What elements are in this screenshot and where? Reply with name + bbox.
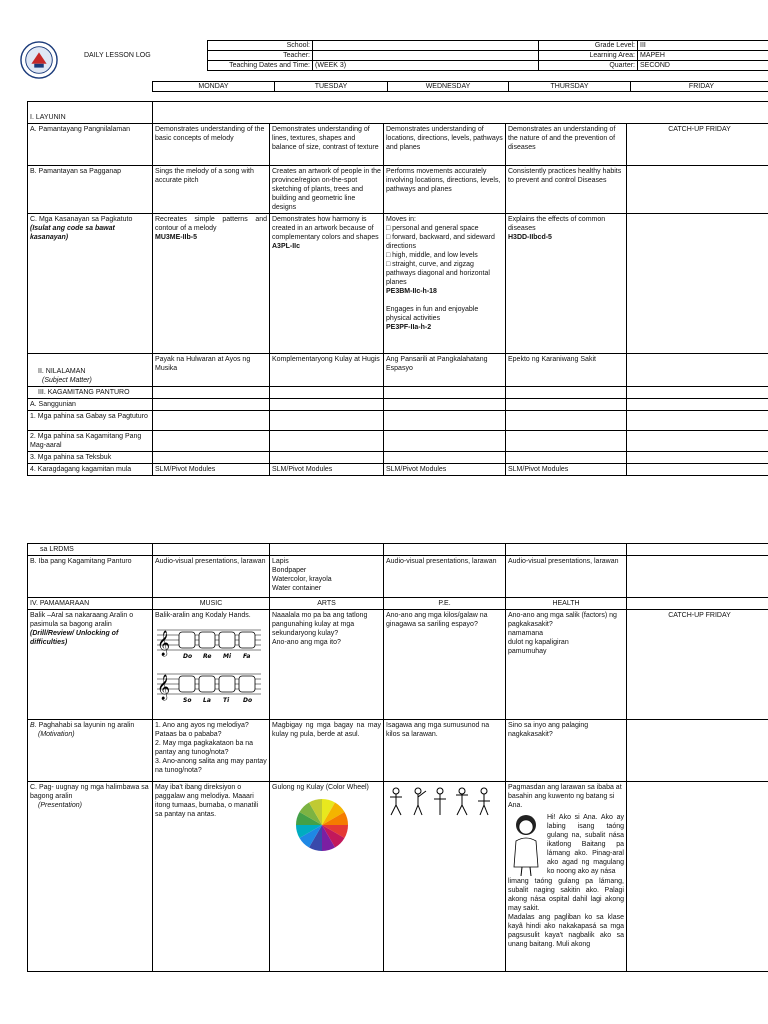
motivation-health: Sino sa inyo ang palaging nagkakasakit? — [506, 720, 627, 782]
solfege-label: Ti — [223, 697, 230, 704]
teacher-field[interactable] — [313, 51, 539, 61]
day-friday: FRIDAY — [631, 82, 768, 92]
pe-movement-figures-image — [386, 785, 502, 819]
perf-std-pe: Performs movements accurately involving locations, directions, levels, pathways and planes — [384, 166, 506, 214]
dates-value: (WEEK 3) — [313, 61, 539, 71]
days-header — [152, 81, 768, 92]
content-std-music: Demonstrates understanding of the basic concepts of melody — [153, 124, 270, 166]
review-health: Ano-ano ang mga salik (factors) ng pagkakasakit? namamana dulot ng kapaligiran pamumuhay — [506, 610, 627, 720]
competency-health: Explains the effects of common diseases — [508, 216, 606, 232]
solfege-label: Do — [183, 653, 193, 660]
competency-pe-code2: PE3PF-IIa-h-2 — [386, 324, 432, 331]
pag-uugnay-label: C. Pag- uugnay ng mga halimbawa sa bagong aralin — [30, 784, 149, 800]
content-music: Payak na Hulwaran at Ayos ng Musika — [153, 354, 270, 387]
day-wednesday: WEDNESDAY — [388, 82, 509, 92]
area-value: MAPEH — [638, 51, 768, 61]
review-music: Balik-aralin ang Kodaly Hands. — [155, 612, 251, 619]
pamantayan-pagganap-label: B. Pamantayan sa Pagganap — [28, 166, 153, 214]
color-wheel-title: Gulong ng Kulay (Color Wheel) — [272, 784, 369, 791]
dates-label: Teaching Dates and Time: — [208, 61, 313, 71]
solfege-label: Mi — [223, 653, 232, 660]
content-std-pe: Demonstrates understanding of locations, directions, levels, pathways and planes — [384, 124, 506, 166]
ana-girl-image — [508, 813, 544, 877]
competency-pe-line: □ forward, backward, and sideward directions — [386, 234, 495, 250]
subject-music: MUSIC — [153, 598, 270, 610]
kodaly-hands-image — [155, 622, 263, 712]
lrdms-label: sa LRDMS — [28, 544, 153, 556]
kagamitan-heading: III. KAGAMITANG PANTURO — [28, 387, 153, 399]
competency-pe-line: □ straight, curve, and zigzag pathways diagonal and horizontal planes — [386, 261, 490, 286]
solfege-label: Fa — [243, 653, 251, 660]
school-label: School: — [208, 41, 313, 51]
solfege-label: So — [183, 697, 192, 704]
perf-std-health: Consistently practices healthy habits to prevent and control Diseases — [506, 166, 627, 214]
materials-arts: Lapis Bondpaper Watercolor, krayola Water container — [270, 556, 384, 598]
paghahabi-label: B. Paghahabi sa layunin ng aralin — [30, 722, 135, 729]
content-std-arts: Demonstrates understanding of lines, textures, shapes and balance of size, contrast of texture — [270, 124, 384, 166]
motivation-note: (Motivation) — [38, 731, 75, 738]
iba-pang-kagamitan-label: B. Iba pang Kagamitang Panturo — [28, 556, 153, 598]
balik-aral-note: (Drill/Review/ Unlocking of difficulties) — [30, 630, 119, 646]
solfege-label: Do — [243, 697, 253, 704]
slm-arts: SLM/Pivot Modules — [270, 464, 384, 476]
slm-pe: SLM/Pivot Modules — [384, 464, 506, 476]
solfege-label: Re — [203, 653, 212, 660]
content-arts: Komplementaryong Kulay at Hugis — [270, 354, 384, 387]
health-story-side: Hi! Ako si Ana. Ako ay labing isang taóng gulang na, subalit nása ikatlong Baitang pa lámang ako. Pinag-aral ako agad ng magulang ko noong ako ay nása — [547, 814, 624, 875]
kagamitang-magaaral-label: 2. Mga pahina sa Kagamitang Pang Mag-aaral — [28, 431, 153, 452]
slm-health: SLM/Pivot Modules — [506, 464, 627, 476]
nilalaman-heading: II. NILALAMAN — [38, 368, 86, 375]
quarter-label: Quarter: — [539, 61, 638, 71]
motivation-music: 1. Ano ang ayos ng melodiya? Pataas ba o pababa? 2. May mga pagkakataon ba na pantay ang tunog/nota? 3. Ano-anong salita ang may pantay na tunog/nota? — [153, 720, 270, 782]
materials-music: Audio-visual presentations, larawan — [153, 556, 270, 598]
review-pe: Ano-ano ang mga kilos/galaw na ginagawa sa sariling espayo? — [384, 610, 506, 720]
header-info-table — [207, 40, 768, 71]
kasanayan-note: (Isulat ang code sa bawat kasanayan) — [30, 225, 115, 241]
presentation-note: (Presentation) — [38, 802, 82, 809]
competency-arts: Demonstrates how harmony is created in an artwork because of complementary colors and shapes — [272, 216, 379, 241]
competency-health-code: H3DD-IIbcd-5 — [508, 234, 552, 241]
catch-up-friday-2: CATCH-UP FRIDAY — [627, 610, 768, 720]
pamantayang-pangnilalaman-label: A. Pamantayang Pangnilalaman — [28, 124, 153, 166]
area-label: Learning Area: — [539, 51, 638, 61]
grade-value: III — [638, 41, 768, 51]
day-tuesday: TUESDAY — [275, 82, 388, 92]
day-thursday: THURSDAY — [509, 82, 631, 92]
competency-music: Recreates simple patterns and contour of a melody — [155, 216, 267, 232]
slm-music: SLM/Pivot Modules — [153, 464, 270, 476]
gabay-label: 1. Mga pahina sa Gabay sa Pagtuturo — [28, 411, 153, 431]
treble-clef-icon: 𝄞 — [157, 675, 171, 700]
competency-pe-code: PE3BM-IIc-h-18 — [386, 288, 437, 295]
color-wheel-image — [272, 794, 372, 856]
materials-pe: Audio-visual presentations, larawan — [384, 556, 506, 598]
subject-health: HEALTH — [506, 598, 627, 610]
balik-aral-label: Balik –Aral sa nakaraang Aralin o pasimula sa bagong aralin — [30, 612, 134, 628]
deped-seal-logo — [20, 41, 58, 79]
pamamaraan-heading: IV. PAMAMARAAN — [28, 598, 153, 610]
health-story-intro: Pagmasdan ang larawan sa ibaba at basahin ang kuwento ng batang si Ana. — [508, 784, 622, 809]
content-std-health: Demonstrates an understanding of the nature of and the prevention of diseases — [506, 124, 627, 166]
solfege-label: La — [203, 697, 211, 704]
competency-pe-line: □ personal and general space — [386, 225, 479, 232]
content-health: Epekto ng Karaniwang Sakit — [506, 354, 627, 387]
health-story-rest: limang taóng gulang pa lámang, subalit naging sakitin ako. Palagi akong nása ospital dahil lagi akong may sakit. Madalas ang pagliban ko sa klase kayâ hindi ako nakakapasá sa mga pagsusulit kaya't nagbalik ako sa unang baitang. Muli akong — [508, 878, 624, 948]
grade-label: Grade Level: — [539, 41, 638, 51]
kasanayan-label: C. Mga Kasanayan sa Pagkatuto — [30, 216, 133, 223]
layunin-heading: I. LAYUNIN — [28, 102, 153, 124]
catch-up-friday: CATCH-UP FRIDAY — [627, 124, 768, 166]
presentation-music: May iba't ibang direksiyon o paggalaw ang melodiya. Maaari itong tumaas, bumaba, o manatili sa pantay na antas. — [153, 782, 270, 972]
perf-std-arts: Creates an artwork of people in the province/region on-the-spot sketching of plants, trees and building and geometric line designs — [270, 166, 384, 214]
lesson-table-page1 — [27, 101, 768, 476]
review-arts: Naaalala mo pa ba ang tatlong pangunahing kulay at mga sekundaryong kulay? Ano-ano ang mga ito? — [270, 610, 384, 720]
perf-std-music: Sings the melody of a song with accurate pitch — [153, 166, 270, 214]
subject-pe: P.E. — [384, 598, 506, 610]
teksbuk-label: 3. Mga pahina sa Teksbuk — [28, 452, 153, 464]
document-title: DAILY LESSON LOG — [84, 52, 151, 59]
treble-clef-icon: 𝄞 — [157, 631, 171, 656]
sanggunian-label: A. Sanggunian — [28, 399, 153, 411]
quarter-value: SECOND — [638, 61, 768, 71]
competency-pe-line: □ high, middle, and low levels — [386, 252, 478, 259]
competency-music-code: MU3ME-IIb-5 — [155, 234, 197, 241]
subject-matter-note: (Subject Matter) — [42, 377, 92, 384]
competency-arts-code: A3PL-IIc — [272, 243, 301, 250]
motivation-pe: Isagawa ang mga sumusunod na kilos sa larawan. — [384, 720, 506, 782]
materials-health: Audio-visual presentations, larawan — [506, 556, 627, 598]
karagdagang-label: 4. Karagdagang kagamitan mula — [28, 464, 153, 476]
competency-pe-extra: Engages in fun and enjoyable physical activities — [386, 306, 479, 322]
competency-pe-line: Moves in: — [386, 216, 416, 223]
subject-arts: ARTS — [270, 598, 384, 610]
day-monday: MONDAY — [153, 82, 275, 92]
content-pe: Ang Pansarili at Pangkalahatang Espasyo — [384, 354, 506, 387]
school-field[interactable] — [313, 41, 539, 51]
lesson-table-page2 — [27, 543, 768, 972]
motivation-arts: Magbigay ng mga bagay na may kulay ng pula, berde at asul. — [270, 720, 384, 782]
teacher-label: Teacher: — [208, 51, 313, 61]
